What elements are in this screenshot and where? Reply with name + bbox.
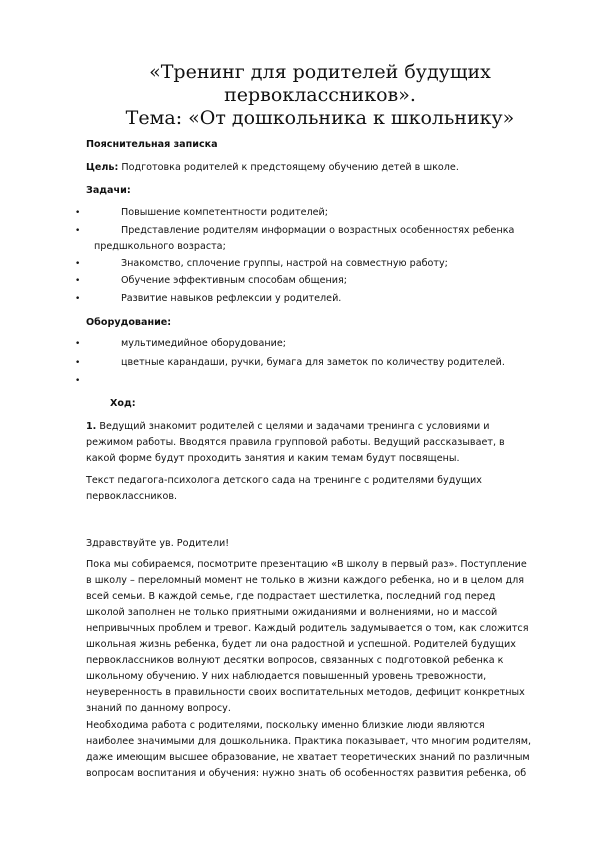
bullet-icon: • <box>75 294 81 304</box>
progress-heading: Ход: <box>110 398 136 409</box>
paragraph-1-line: всей семьи. В каждой семье, где подрастает шестилетка, последний год перед <box>86 591 496 602</box>
task-item: Повышение компетентности родителей; <box>121 207 328 218</box>
paragraph-1-line: школьному обучению. У них наблюдается повышенный уровень тревожности, <box>86 671 487 682</box>
equipment-item: цветные карандаши, ручки, бумага для заметок по количеству родителей. <box>121 357 505 368</box>
bullet-icon: • <box>75 208 81 218</box>
paragraph-1-line: школой заполнен не только приятными ожиданиями и волнениями, но и массой <box>86 607 498 618</box>
paragraph-2-line: даже имеющим высшее образование, не хватает теоретических знаний по различным <box>86 752 530 763</box>
greeting-line: Здравствуйте ув. Родители! <box>86 538 230 549</box>
bullet-icon: • <box>75 226 81 236</box>
goal-line <box>86 160 459 176</box>
tasks-heading: Задачи: <box>86 185 131 196</box>
goal-label: Цель: <box>86 162 119 173</box>
equipment-item: мультимедийное оборудование; <box>121 338 286 349</box>
paragraph-2-line: Необходима работа с родителями, поскольку именно близкие люди являются <box>86 720 485 731</box>
bullet-icon: • <box>75 339 81 349</box>
paragraph-1-line: школьная жизнь ребенка, будет ли она радостной и успешной. Родителей будущих <box>86 639 516 650</box>
paragraph-2-line: наиболее значимыми для дошкольника. Практика показывает, что многим родителям, <box>86 736 532 747</box>
speech-intro-paragraph <box>86 473 536 505</box>
step-1-text: Ведущий знакомит родителей с целями и задачами тренинга с условиями и <box>99 421 490 432</box>
step-number: 1. <box>86 421 97 432</box>
paragraph-1-line: в школу – переломный момент не только в жизни каждого ребенка, но и в целом для <box>86 575 525 586</box>
bullet-icon: • <box>75 259 81 269</box>
paragraph-1 <box>86 557 536 717</box>
task-item: Развитие навыков рефлексии у родителей. <box>121 293 342 304</box>
task-item-continuation: предшкольного возраста; <box>94 241 226 252</box>
task-item: Обучение эффективным способам общения; <box>121 275 348 286</box>
title-line-2: первоклассников». <box>224 84 416 106</box>
step-1-line: режимом работы. Вводятся правила групповой работы. Ведущий рассказывает, в <box>86 437 505 448</box>
step-1-paragraph <box>86 419 536 467</box>
paragraph-1-line: Пока мы собираемся, посмотрите презентацию «В школу в первый раз». Поступление <box>86 559 527 570</box>
paragraph-2 <box>86 718 536 782</box>
title-line-1: «Тренинг для родителей будущих <box>149 61 491 83</box>
bullet-icon: • <box>75 276 81 286</box>
explanatory-note-heading: Пояснительная записка <box>86 139 218 150</box>
paragraph-1-line: неуверенность в правильности своих воспитательных методов, дефицит конкретных <box>86 687 525 698</box>
paragraph-2-line: вопросам воспитания и обучения: нужно знать об особенностях развития ребенка, об <box>86 768 527 779</box>
paragraph-1-line: знаний по данному вопросу. <box>86 703 231 714</box>
paragraph-1-line: первоклассников волнуют десятки вопросов, связанных с подготовкой ребенка к <box>86 655 504 666</box>
task-item: Знакомство, сплочение группы, настрой на совместную работу; <box>121 258 448 269</box>
bullet-icon: • <box>75 376 81 386</box>
paragraph-1-line: непривычных проблем и тревог. Каждый родитель задумывается о том, как сложится <box>86 623 529 634</box>
step-1-line-1 <box>86 419 536 435</box>
speech-intro-line: Текст педагога-психолога детского сада на тренинге с родителями будущих <box>86 475 482 486</box>
task-item: Представление родителям информации о возрастных особенностях ребенка <box>121 225 515 236</box>
bullet-icon: • <box>75 358 81 368</box>
speech-intro-line: первоклассников. <box>86 491 178 502</box>
title-line-3: Тема: «От дошкольника к школьнику» <box>125 107 515 129</box>
step-1-line: какой форме будут проходить занятия и каким темам будут посвящены. <box>86 453 460 464</box>
equipment-heading: Оборудование: <box>86 317 172 328</box>
goal-text: Подготовка родителей к предстоящему обучению детей в школе. <box>121 162 459 173</box>
